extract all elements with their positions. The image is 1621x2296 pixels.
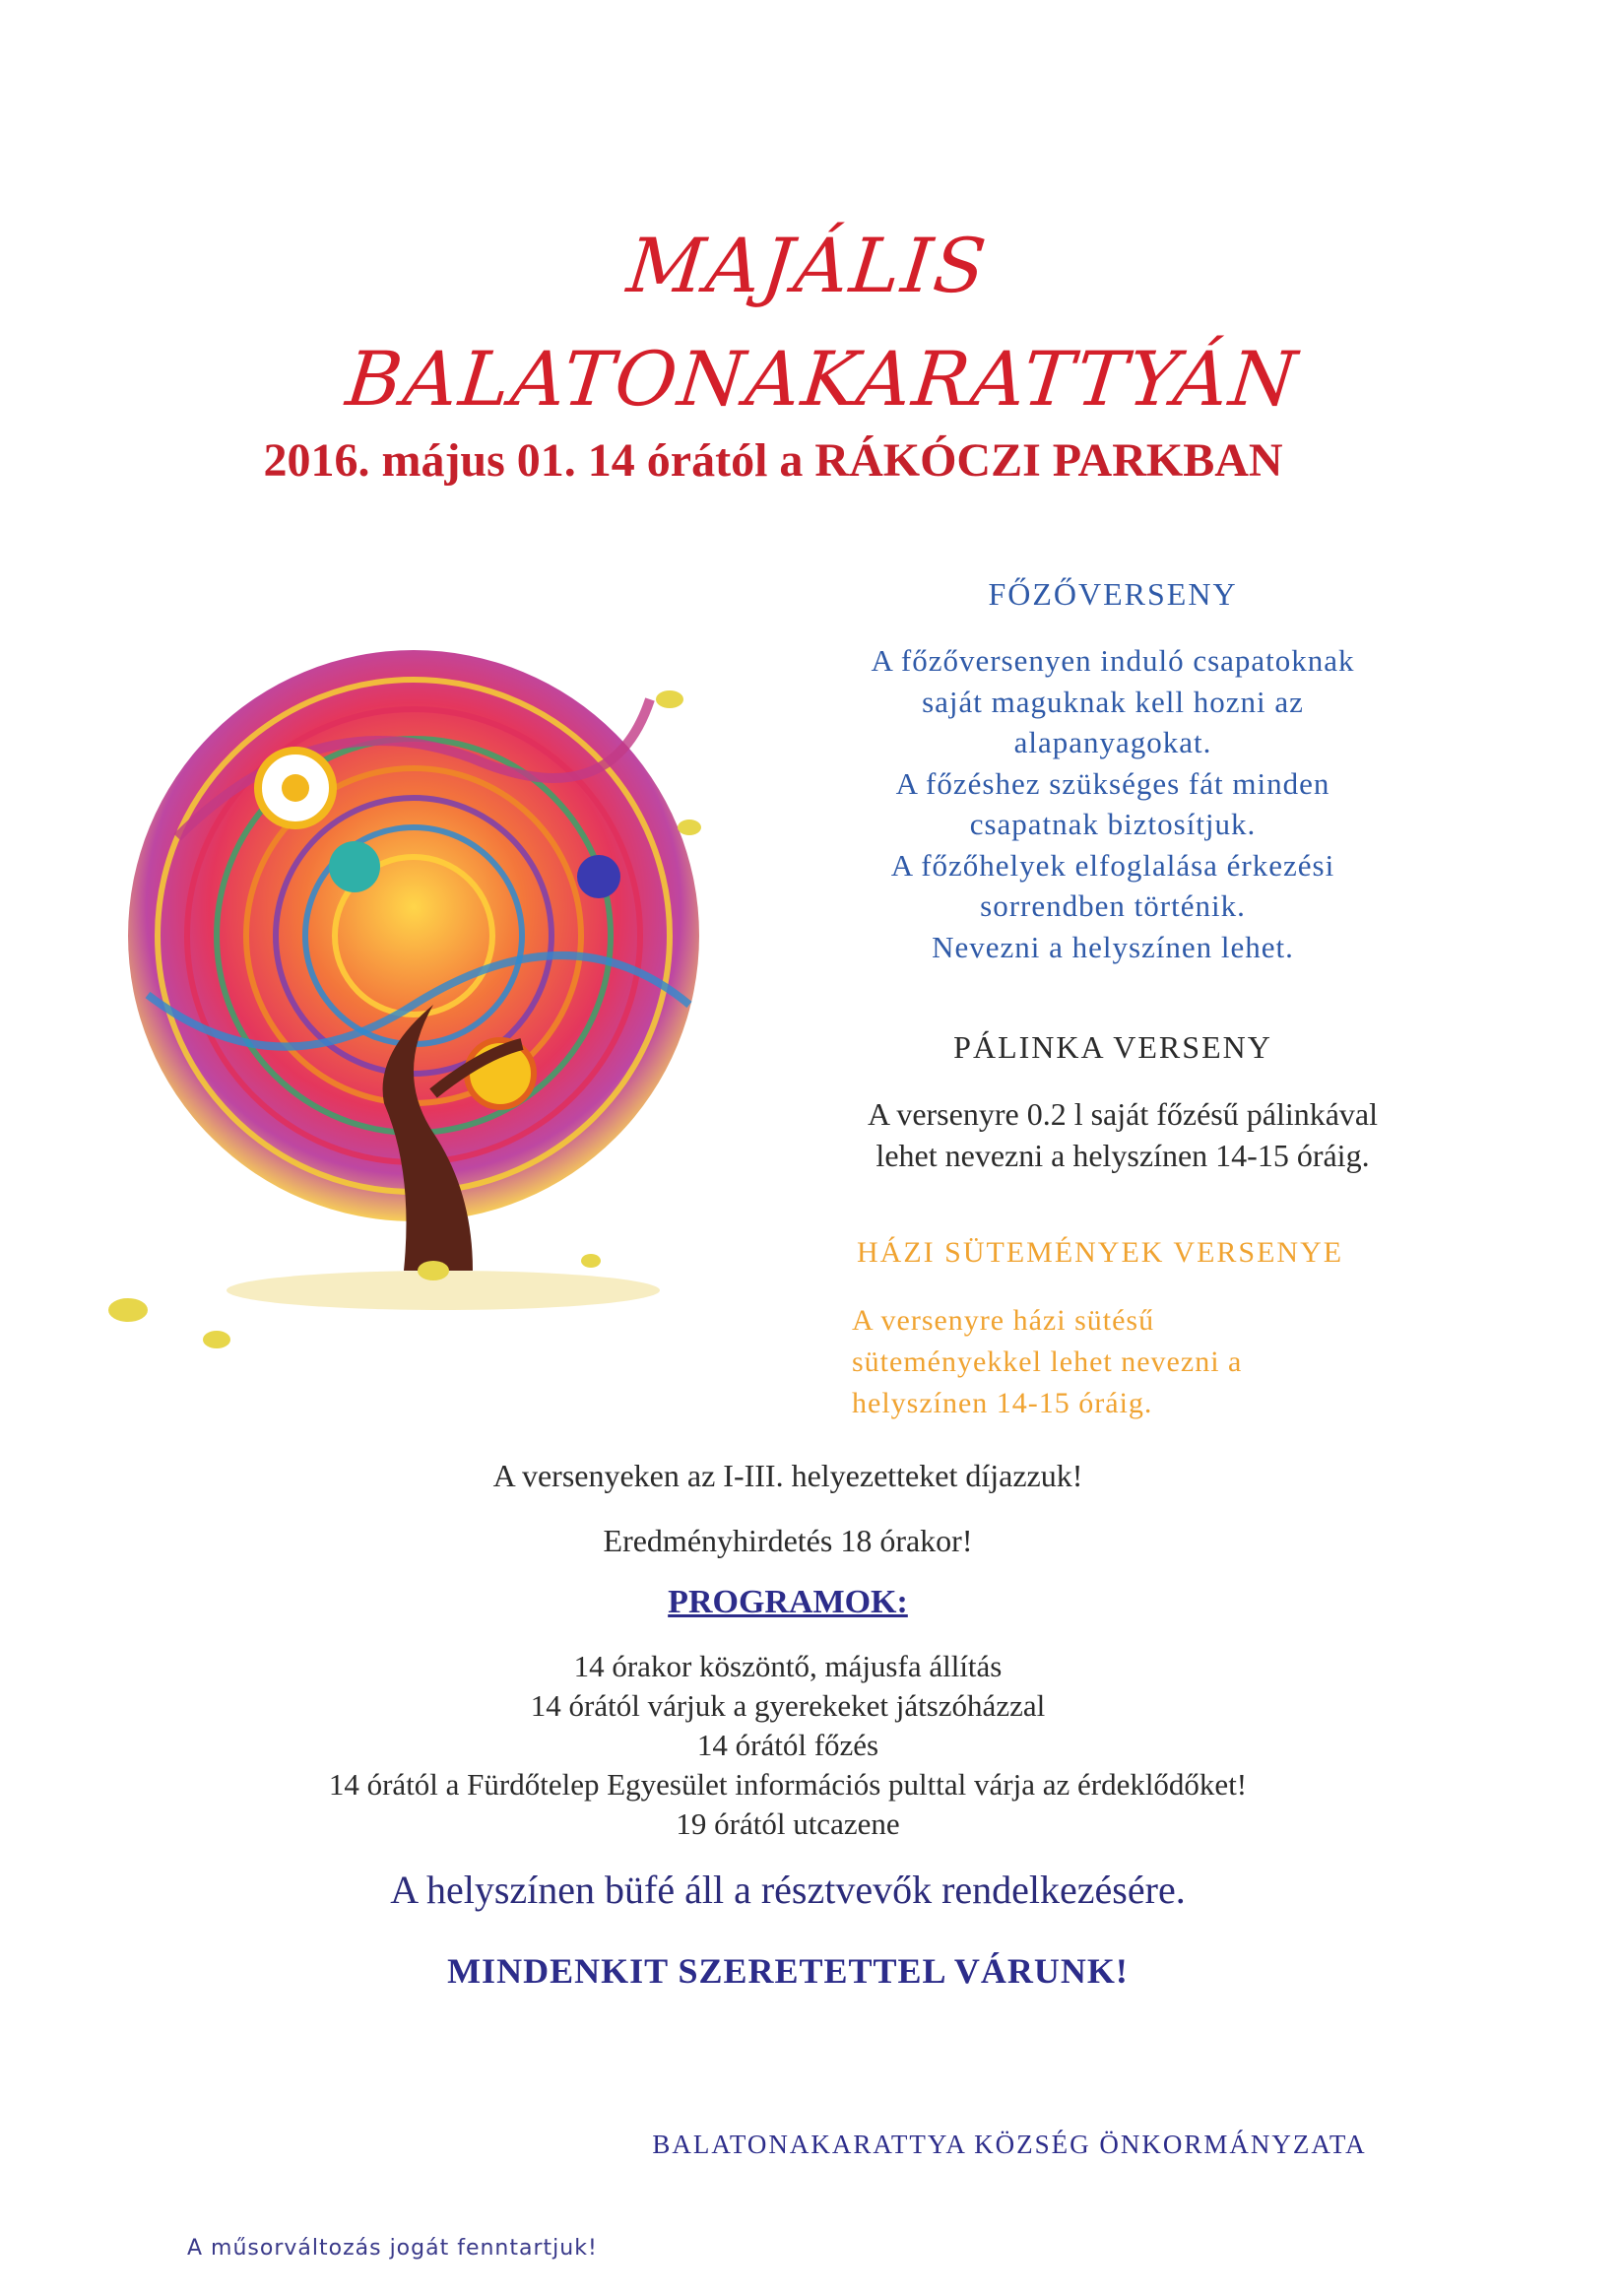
palinka-line: A versenyre 0.2 l saját főzésű pálinkával xyxy=(867,1096,1379,1132)
program-item: 14 órakor köszöntő, májusfa állítás xyxy=(573,1649,1003,1683)
organizer-name: BALATONAKARATTYA KÖZSÉG ÖNKORMÁNYZATA xyxy=(652,2130,1367,2159)
cake-contest-heading: HÁZI SÜTEMÉNYEK VERSENYE xyxy=(857,1236,1344,1269)
program-item: 14 órától várjuk a gyerekeket játszóházzal xyxy=(530,1688,1046,1723)
cooking-contest-description xyxy=(798,640,1428,967)
cake-line: süteményekkel lehet nevezni a xyxy=(852,1345,1243,1378)
welcome-message: MINDENKIT SZERETETTEL VÁRUNK! xyxy=(447,1951,1129,1991)
program-item: 19 órától utcazene xyxy=(676,1806,900,1841)
programs-list xyxy=(177,1647,1398,1844)
poster-title-location: BALATONAKARATTYÁN xyxy=(342,335,1303,423)
poster-title-majalis: MAJÁLIS xyxy=(623,222,992,309)
program-change-disclaimer: A műsorváltozás jogát fenntartjuk! xyxy=(187,2236,598,2261)
cooking-line: alapanyagokat. xyxy=(1013,725,1212,759)
cooking-line: A főzéshez szükséges fát minden xyxy=(895,765,1330,801)
program-item: 14 órától a Fürdőtelep Egyesület információs pulttal várja az érdeklődőket! xyxy=(328,1767,1248,1802)
cake-line: helyszínen 14-15 óráig. xyxy=(852,1387,1153,1419)
palinka-line: lehet nevezni a helyszínen 14-15 óráig. xyxy=(875,1138,1370,1173)
cake-contest-description xyxy=(852,1300,1325,1424)
cake-line: A versenyre házi sütésű xyxy=(852,1304,1155,1337)
cooking-line: sorrendben történik. xyxy=(980,888,1246,923)
cooking-line: csapatnak biztosítjuk. xyxy=(969,807,1257,841)
cooking-line: Nevezni a helyszínen lehet. xyxy=(932,929,1294,964)
cooking-contest-heading: FŐZŐVERSENY xyxy=(988,576,1238,612)
cooking-line: saját maguknak kell hozni az xyxy=(922,684,1304,719)
colorful-tree-illustration xyxy=(59,581,808,1379)
event-date-line: 2016. május 01. 14 órától a RÁKÓCZI PARKBAN xyxy=(263,434,1283,487)
palinka-contest-heading: PÁLINKA VERSENY xyxy=(953,1029,1272,1065)
program-item: 14 órától főzés xyxy=(696,1728,879,1762)
cooking-line: A főzőversenyen induló csapatoknak xyxy=(871,643,1355,678)
buffet-note: A helyszínen büfé áll a résztvevők rendelkezésére. xyxy=(390,1868,1186,1912)
programs-heading: PROGRAMOK: xyxy=(668,1584,908,1620)
results-announcement: Eredményhirdetés 18 órakor! xyxy=(603,1523,973,1558)
awards-note: A versenyeken az I-III. helyezetteket díjazzuk! xyxy=(492,1458,1083,1493)
palinka-contest-description xyxy=(788,1093,1458,1176)
cooking-line: A főzőhelyek elfoglalása érkezési xyxy=(890,847,1335,883)
